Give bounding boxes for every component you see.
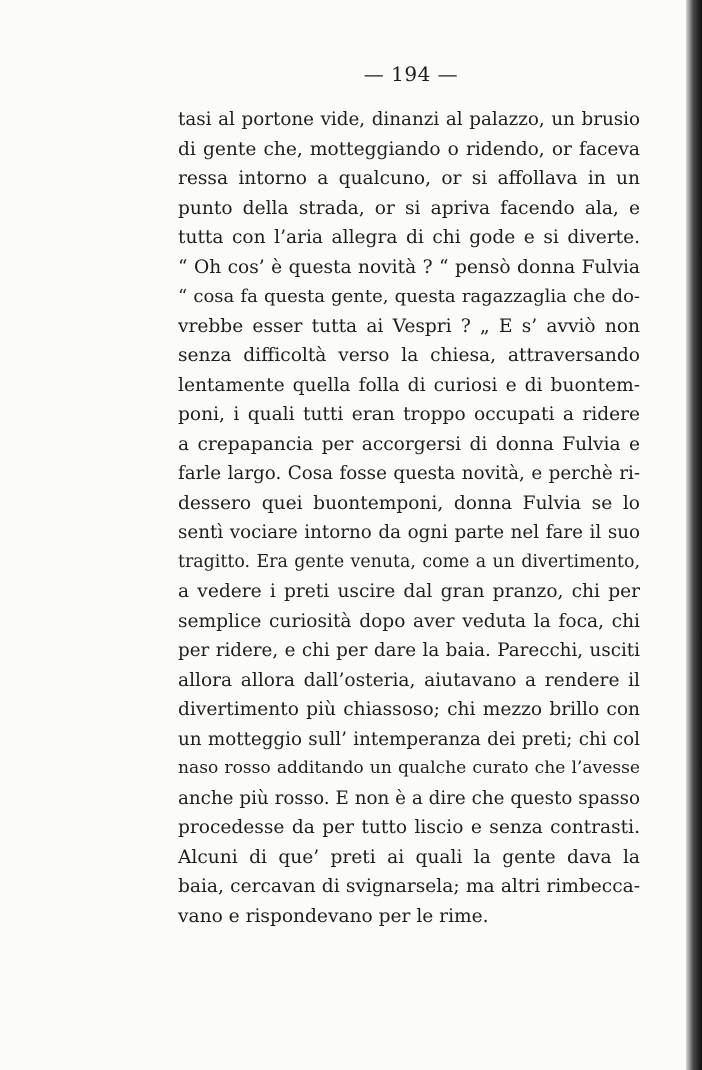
text-line: vano e rispondevano per le rime. — [178, 905, 489, 927]
text-line: procedesse da per tutto liscio e senza contrasti. — [178, 817, 640, 838]
text-line: tragitto. Era gente venuta, come a un divertimento, — [178, 551, 640, 572]
text-line: dessero quei buontemponi, donna Fulvia se lo — [178, 492, 640, 514]
text-line: naso rosso additando un qualche curato che l’avesse — [178, 758, 640, 778]
text-line: farle largo. Cosa fosse questa novità, e perchè ri- — [178, 463, 640, 484]
text-line: “ Oh cos’ è questa novità ? “ pensò donna Fulvia — [178, 256, 640, 278]
body-text — [178, 105, 640, 931]
text-line: sentì vociare intorno da ogni parte nel fare il suo — [178, 522, 640, 543]
text-line: tutta con l’aria allegra di chi gode e si diverte. — [178, 227, 640, 248]
text-line: a crepapancia per accorgersi di donna Fulvia e — [178, 433, 640, 455]
text-line: a vedere i preti uscire dal gran pranzo, chi per — [178, 581, 640, 602]
text-line: senza difficoltà verso la chiesa, attraversando — [178, 345, 640, 366]
book-binding-edge — [686, 0, 702, 1070]
text-line: vrebbe esser tutta ai Vespri ? „ E s’ avviò non — [178, 315, 640, 337]
text-line: per ridere, e chi per dare la baia. Parecchi, usciti — [178, 640, 640, 661]
text-line: di gente che, motteggiando o ridendo, or faceva — [178, 138, 640, 160]
page-number: — 194 — — [363, 62, 459, 86]
text-line: allora allora dall’osteria, aiutavano a rendere il — [178, 669, 640, 691]
text-line: Alcuni di que’ preti ai quali la gente dava la — [178, 846, 640, 868]
text-line: divertimento più chiassoso; chi mezzo brillo con — [178, 699, 640, 720]
text-line: lentamente quella folla di curiosi e di buontem- — [178, 374, 640, 396]
text-line: punto della strada, or si apriva facendo ala, e — [178, 197, 640, 219]
text-line: un motteggio sull’ intemperanza dei preti; chi col — [178, 728, 640, 750]
text-line: baia, cercavan di svignarsela; ma altri rimbecca- — [178, 876, 640, 897]
text-line: “ cosa fa questa gente, questa ragazzaglia che do- — [178, 286, 640, 307]
text-line: ressa intorno a qualcuno, or si affollava in un — [178, 168, 640, 189]
text-line: semplice curiosità dopo aver veduta la foca, chi — [178, 610, 640, 632]
text-line: anche più rosso. E non è a dire che questo spasso — [178, 787, 640, 809]
text-line: tasi al portone vide, dinanzi al palazzo, un brusio — [178, 109, 640, 130]
text-line: poni, i quali tutti eran troppo occupati a ridere — [178, 404, 640, 425]
